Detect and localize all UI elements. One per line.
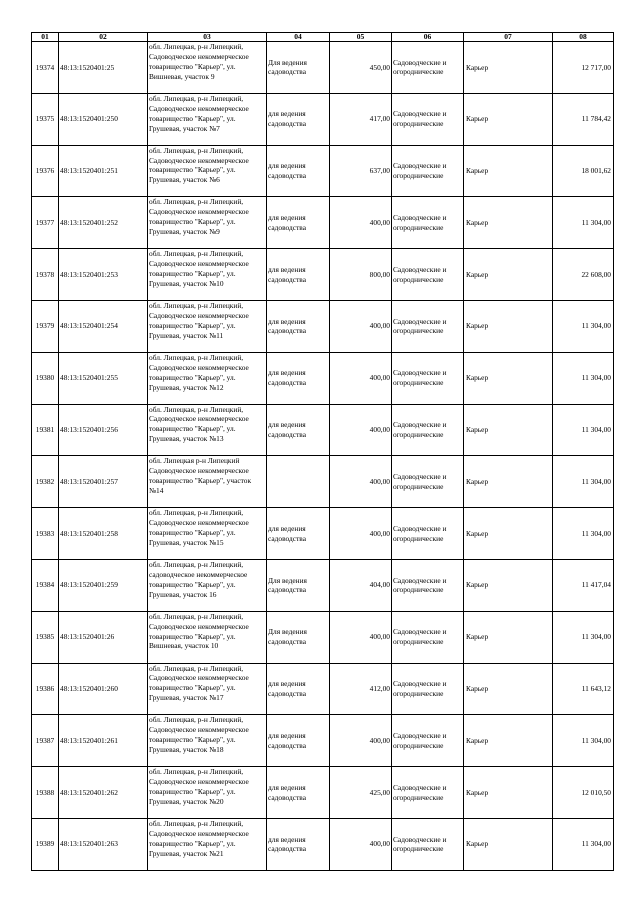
permitted-use-cell: Для ведения садоводства bbox=[267, 611, 330, 663]
area-cell: 425,00 bbox=[330, 767, 392, 819]
address-cell bbox=[148, 352, 267, 404]
row-number-cell: 19385 bbox=[32, 611, 59, 663]
permitted-use-cell: для ведения садоводства bbox=[267, 145, 330, 197]
permitted-use-cell: для ведения садоводства bbox=[267, 767, 330, 819]
area-cell: 412,00 bbox=[330, 663, 392, 715]
settlement-name-cell: Карьер bbox=[464, 197, 553, 249]
table-row bbox=[32, 93, 614, 145]
permitted-use-cell: для ведения садоводства bbox=[267, 93, 330, 145]
cadastral-number-cell: 48:13:1520401:254 bbox=[59, 300, 148, 352]
cadastral-number-cell: 48:13:1520401:25 bbox=[59, 42, 148, 94]
address-cell bbox=[148, 300, 267, 352]
permitted-use-cell: для ведения садоводства bbox=[267, 663, 330, 715]
row-number-cell: 19382 bbox=[32, 456, 59, 508]
cadastral-number-cell: 48:13:1520401:259 bbox=[59, 559, 148, 611]
area-cell: 400,00 bbox=[330, 715, 392, 767]
category-cell: Садоводческие и огороднические bbox=[392, 249, 464, 301]
table-row bbox=[32, 663, 614, 715]
area-cell: 800,00 bbox=[330, 249, 392, 301]
settlement-name-cell: Карьер bbox=[464, 249, 553, 301]
area-cell: 450,00 bbox=[330, 42, 392, 94]
cadastral-value-cell: 11 304,00 bbox=[553, 197, 614, 249]
row-number-cell: 19386 bbox=[32, 663, 59, 715]
category-cell: Садоводческие и огороднические bbox=[392, 300, 464, 352]
table-row bbox=[32, 249, 614, 301]
cadastral-value-cell: 11 643,12 bbox=[553, 663, 614, 715]
table-row bbox=[32, 352, 614, 404]
cadastral-number-cell: 48:13:1520401:250 bbox=[59, 93, 148, 145]
settlement-name-cell: Карьер bbox=[464, 352, 553, 404]
column-header: 03 bbox=[148, 33, 267, 42]
cadastral-value-cell: 11 304,00 bbox=[553, 715, 614, 767]
area-cell: 417,00 bbox=[330, 93, 392, 145]
permitted-use-cell: Для ведения садоводства bbox=[267, 42, 330, 94]
cadastral-number-cell: 48:13:1520401:261 bbox=[59, 715, 148, 767]
column-header: 04 bbox=[267, 33, 330, 42]
settlement-name-cell: Карьер bbox=[464, 93, 553, 145]
address-cell bbox=[148, 715, 267, 767]
category-cell: Садоводческие и огороднические bbox=[392, 611, 464, 663]
settlement-name-cell: Карьер bbox=[464, 767, 553, 819]
address-text: обл. Липецкая, р-н Липецкий, Садоводческое некоммерческое товарищество "Карьер", ул. Вишневая, участок 9 bbox=[149, 42, 249, 81]
address-cell bbox=[148, 197, 267, 249]
row-number-cell: 19378 bbox=[32, 249, 59, 301]
column-header: 01 bbox=[32, 33, 59, 42]
cadastral-number-cell: 48:13:1520401:256 bbox=[59, 404, 148, 456]
category-cell: Садоводческие и огороднические bbox=[392, 715, 464, 767]
row-number-cell: 19375 bbox=[32, 93, 59, 145]
category-cell: Садоводческие и огороднические bbox=[392, 404, 464, 456]
address-cell bbox=[148, 559, 267, 611]
cadastral-value-cell: 11 304,00 bbox=[553, 404, 614, 456]
cadastral-number-cell: 48:13:1520401:258 bbox=[59, 508, 148, 560]
address-text: обл. Липецкая, р-н Липецкий, Садоводческое некоммерческое товарищество "Карьер", ул. Грушевая, участок №12 bbox=[149, 352, 249, 392]
cadastral-number-cell: 48:13:1520401:262 bbox=[59, 767, 148, 819]
cadastral-number-cell: 48:13:1520401:260 bbox=[59, 663, 148, 715]
category-cell: Садоводческие и огороднические bbox=[392, 456, 464, 508]
table-row bbox=[32, 559, 614, 611]
table-row bbox=[32, 300, 614, 352]
table-row bbox=[32, 715, 614, 767]
settlement-name-cell: Карьер bbox=[464, 456, 553, 508]
row-number-cell: 19389 bbox=[32, 818, 59, 870]
settlement-name-cell: Карьер bbox=[464, 300, 553, 352]
cadastral-number-cell: 48:13:1520401:253 bbox=[59, 249, 148, 301]
row-number-cell: 19384 bbox=[32, 559, 59, 611]
category-cell: Садоводческие и огороднические bbox=[392, 508, 464, 560]
cadastral-value-cell: 11 304,00 bbox=[553, 508, 614, 560]
category-cell: Садоводческие и огороднические bbox=[392, 145, 464, 197]
address-cell bbox=[148, 456, 267, 508]
permitted-use-cell: для ведения садоводства bbox=[267, 249, 330, 301]
permitted-use-cell: для ведения садоводства bbox=[267, 404, 330, 456]
address-text: обл. Липецкая, р-н Липецкий, Садоводческое некоммерческое товарищество "Карьер", ул. Грушевая, участок №18 bbox=[149, 715, 249, 755]
column-header: 08 bbox=[553, 33, 614, 42]
table-row bbox=[32, 197, 614, 249]
address-cell bbox=[148, 663, 267, 715]
address-text: обл. Липецкая, р-н Липецкий, Садоводческое некоммерческое товарищество "Карьер", ул. Грушевая, участок №9 bbox=[149, 197, 249, 237]
cadastral-value-cell: 12 010,50 bbox=[553, 767, 614, 819]
category-cell: Садоводческие и огороднические bbox=[392, 197, 464, 249]
address-text: обл. Липецкая, р-н Липецкий, Садоводческое некоммерческое товарищество "Карьер", ул. Грушевая, участок №21 bbox=[149, 818, 249, 858]
address-cell bbox=[148, 611, 267, 663]
area-cell: 400,00 bbox=[330, 404, 392, 456]
settlement-name-cell: Карьер bbox=[464, 818, 553, 870]
cadastral-value-cell: 11 304,00 bbox=[553, 456, 614, 508]
address-cell bbox=[148, 404, 267, 456]
row-number-cell: 19381 bbox=[32, 404, 59, 456]
category-cell: Садоводческие и огороднические bbox=[392, 818, 464, 870]
settlement-name-cell: Карьер bbox=[464, 145, 553, 197]
cadastral-value-cell: 12 717,00 bbox=[553, 42, 614, 94]
category-cell: Садоводческие и огороднические bbox=[392, 559, 464, 611]
category-cell: Садоводческие и огороднические bbox=[392, 42, 464, 94]
column-header: 06 bbox=[392, 33, 464, 42]
category-cell: Садоводческие и огороднические bbox=[392, 663, 464, 715]
cadastral-value-cell: 11 304,00 bbox=[553, 300, 614, 352]
column-header: 07 bbox=[464, 33, 553, 42]
permitted-use-cell: для ведения садоводства bbox=[267, 508, 330, 560]
address-text: обл. Липецкая, р-н Липецкий, Садоводческое некоммерческое товарищество "Карьер", ул. Грушевая, участок №6 bbox=[149, 145, 249, 185]
cadastral-number-cell: 48:13:1520401:252 bbox=[59, 197, 148, 249]
cadastral-value-cell: 18 001,62 bbox=[553, 145, 614, 197]
row-number-cell: 19383 bbox=[32, 508, 59, 560]
area-cell: 400,00 bbox=[330, 352, 392, 404]
area-cell: 400,00 bbox=[330, 818, 392, 870]
address-text: обл. Липецкая, р-н Липецкий, Садоводческое некоммерческое товарищество "Карьер", ул. Грушевая, участок №7 bbox=[149, 93, 249, 133]
settlement-name-cell: Карьер bbox=[464, 42, 553, 94]
address-text: обл. Липецкая, р-н Липецкий, садоводческое некоммерческое товарищество "Карьер", ул. Грушевая, участок 16 bbox=[149, 559, 248, 599]
row-number-cell: 19376 bbox=[32, 145, 59, 197]
cadastral-number-cell: 48:13:1520401:251 bbox=[59, 145, 148, 197]
table-row bbox=[32, 508, 614, 560]
cadastral-value-cell: 11 784,42 bbox=[553, 93, 614, 145]
area-cell: 400,00 bbox=[330, 197, 392, 249]
table-row bbox=[32, 611, 614, 663]
address-text: обл. Липецкая, р-н Липецкий, Садоводческое некоммерческое товарищество "Карьер", ул. Грушевая, участок №20 bbox=[149, 767, 249, 806]
permitted-use-cell: для ведения садоводства bbox=[267, 300, 330, 352]
address-cell bbox=[148, 818, 267, 870]
settlement-name-cell: Карьер bbox=[464, 559, 553, 611]
cadastral-value-cell: 22 608,00 bbox=[553, 249, 614, 301]
cadastral-value-cell: 11 304,00 bbox=[553, 611, 614, 663]
land-plots-table bbox=[31, 32, 614, 871]
category-cell: Садоводческие и огороднические bbox=[392, 93, 464, 145]
permitted-use-cell: для ведения садоводства bbox=[267, 715, 330, 767]
cadastral-value-cell: 11 304,00 bbox=[553, 352, 614, 404]
document-page bbox=[31, 32, 613, 871]
address-text: обл. Липецкая, р-н Липецкий, Садоводческое некоммерческое товарищество "Карьер", ул. Грушевая, участок №10 bbox=[149, 249, 249, 288]
address-cell bbox=[148, 42, 267, 94]
row-number-cell: 19377 bbox=[32, 197, 59, 249]
address-text: обл. Липецкая, р-н Липецкий, Садоводческое некоммерческое товарищество "Карьер", ул. Грушевая, участок №17 bbox=[149, 663, 249, 703]
table-row bbox=[32, 145, 614, 197]
table-row bbox=[32, 42, 614, 94]
area-cell: 404,00 bbox=[330, 559, 392, 611]
settlement-name-cell: Карьер bbox=[464, 663, 553, 715]
area-cell: 400,00 bbox=[330, 508, 392, 560]
settlement-name-cell: Карьер bbox=[464, 508, 553, 560]
table-row bbox=[32, 818, 614, 870]
row-number-cell: 19388 bbox=[32, 767, 59, 819]
settlement-name-cell: Карьер bbox=[464, 404, 553, 456]
table-row bbox=[32, 767, 614, 819]
address-text: обл. Липецкая, р-н Липецкий, Садоводческое некоммерческое товарищество "Карьер", ул. Грушевая, участок №15 bbox=[149, 508, 249, 547]
permitted-use-cell: для ведения садоводства bbox=[267, 197, 330, 249]
row-number-cell: 19379 bbox=[32, 300, 59, 352]
settlement-name-cell: Карьер bbox=[464, 611, 553, 663]
address-text: обл. Липецкая, р-н Липецкий, Садоводческое некоммерческое товарищество "Карьер", ул. Грушевая, участок №11 bbox=[149, 300, 249, 340]
category-cell: Садоводческие и огороднические bbox=[392, 352, 464, 404]
permitted-use-cell: Для ведения садоводства bbox=[267, 559, 330, 611]
row-number-cell: 19387 bbox=[32, 715, 59, 767]
row-number-cell: 19374 bbox=[32, 42, 59, 94]
column-header: 05 bbox=[330, 33, 392, 42]
table-header-row bbox=[32, 33, 614, 42]
category-cell: Садоводческие и огороднические bbox=[392, 767, 464, 819]
table-row bbox=[32, 404, 614, 456]
address-cell bbox=[148, 508, 267, 560]
address-cell bbox=[148, 145, 267, 197]
cadastral-number-cell: 48:13:1520401:263 bbox=[59, 818, 148, 870]
area-cell: 400,00 bbox=[330, 456, 392, 508]
area-cell: 400,00 bbox=[330, 300, 392, 352]
settlement-name-cell: Карьер bbox=[464, 715, 553, 767]
area-cell: 400,00 bbox=[330, 611, 392, 663]
permitted-use-cell: для ведения садоводства bbox=[267, 818, 330, 870]
permitted-use-cell bbox=[267, 456, 330, 508]
address-text: обл. Липецкая, р-н Липецкий, Садоводческое некоммерческое товарищество "Карьер", ул. Грушевая, участок №13 bbox=[149, 404, 249, 444]
permitted-use-cell: для ведения садоводства bbox=[267, 352, 330, 404]
row-number-cell: 19380 bbox=[32, 352, 59, 404]
address-text: обл. Липецкая, р-н Липецкий, Садоводческое некоммерческое товарищество "Карьер", ул. Вишневая, участок 10 bbox=[149, 611, 249, 651]
cadastral-value-cell: 11 417,04 bbox=[553, 559, 614, 611]
cadastral-value-cell: 11 304,00 bbox=[553, 818, 614, 870]
column-header: 02 bbox=[59, 33, 148, 42]
area-cell: 637,00 bbox=[330, 145, 392, 197]
address-cell bbox=[148, 767, 267, 819]
cadastral-number-cell: 48:13:1520401:255 bbox=[59, 352, 148, 404]
address-cell bbox=[148, 93, 267, 145]
table-row bbox=[32, 456, 614, 508]
cadastral-number-cell: 48:13:1520401:26 bbox=[59, 611, 148, 663]
address-cell bbox=[148, 249, 267, 301]
address-text: обл. Липецкая р-н Липецкий Садоводческое некоммерческое товарищество "Карьер", участок №14 bbox=[149, 456, 252, 496]
cadastral-number-cell: 48:13:1520401:257 bbox=[59, 456, 148, 508]
